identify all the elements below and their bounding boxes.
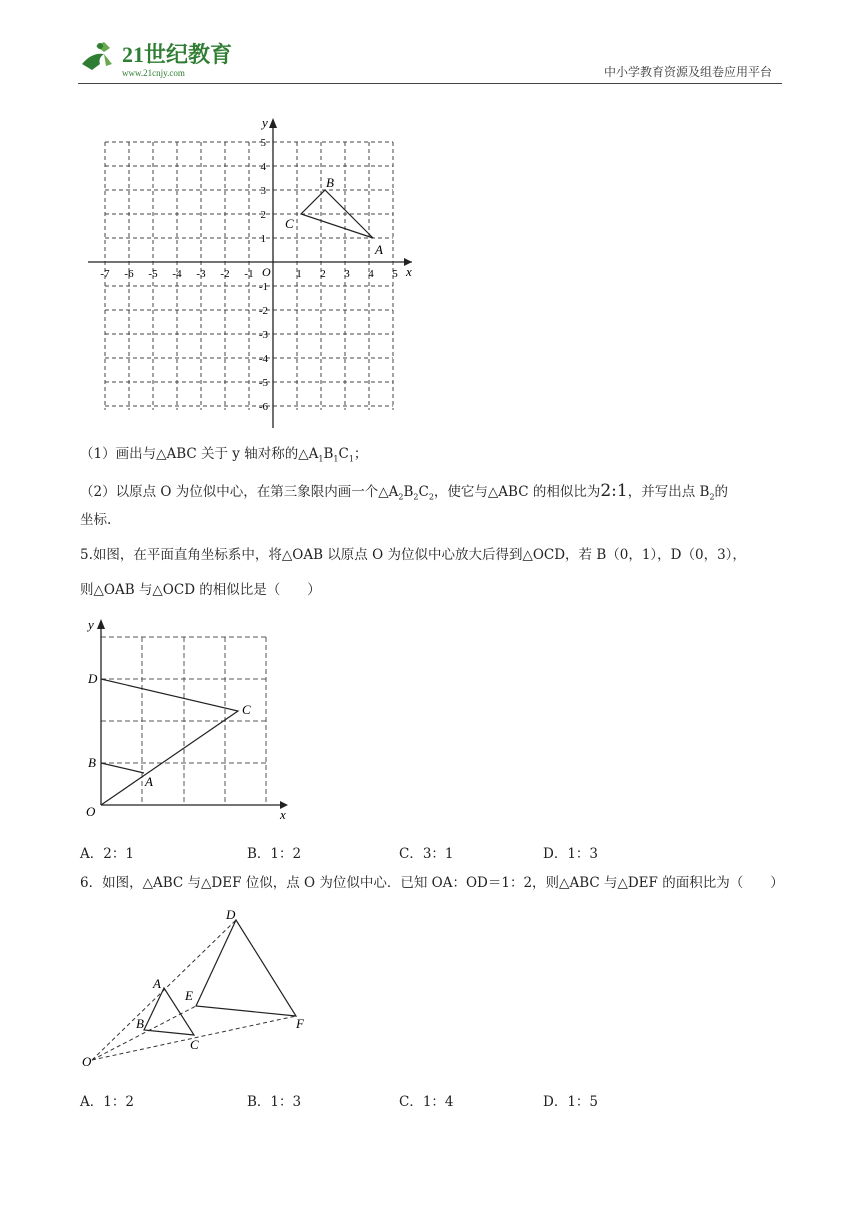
runner-icon [82, 42, 112, 70]
y-tick: -2 [258, 305, 268, 317]
site-logo [78, 38, 248, 80]
x-tick: -4 [172, 268, 182, 280]
triangle-ocd [101, 679, 238, 805]
similarity-ratio: 2:1 [600, 481, 628, 501]
q5-option-d[interactable]: D．1：3 [543, 846, 599, 862]
x-tick: -1 [244, 268, 254, 280]
x-tick: -5 [148, 268, 158, 280]
q6-point-e-label: E [185, 988, 193, 1003]
point-c-label: C [285, 216, 294, 231]
x-tick: 2 [320, 268, 326, 280]
x-tick: 4 [368, 268, 374, 280]
origin-label: O [262, 265, 271, 279]
x-tick-labels [100, 268, 398, 280]
y-tick: 2 [260, 209, 266, 221]
q5-origin-label: O [86, 804, 96, 819]
brand-name: 21世纪教育 [122, 42, 233, 67]
y-tick: -6 [258, 401, 268, 413]
brand-url: www.21cnjy.com [122, 68, 185, 78]
q5-point-d-label: D [88, 671, 98, 686]
question-5-figure [84, 615, 294, 825]
q6-point-b-label: B [136, 1016, 144, 1031]
q6-point-d-label: D [226, 907, 236, 922]
question-6-figure [78, 902, 318, 1072]
question-5-text: 5.如图，在平面直角坐标系中，将△OAB 以原点 O 为位似中心放大后得到△OCD，若 B（0，1），D（0，3）， [80, 547, 746, 563]
q5-grid-lines [101, 637, 266, 803]
question-6-text: 6．如图，△ABC 与△DEF 位似，点 O 为位似中心．已知 OA：OD＝1：2，则△ABC 与△DEF 的面积比为（ ） [80, 875, 784, 891]
q5-point-b-label: B [88, 755, 96, 770]
q5-axes [101, 623, 284, 805]
coordinate-grid-figure [88, 110, 428, 430]
q6-point-o-label: O [82, 1054, 92, 1069]
y-tick: -1 [258, 281, 268, 293]
platform-name: 中小学教育资源及组卷应用平台 [603, 65, 772, 79]
y-tick: 3 [260, 185, 266, 197]
triangle-oab [101, 763, 144, 773]
y-tick: -5 [258, 377, 268, 389]
x-tick: 1 [296, 268, 302, 280]
x-tick: -3 [196, 268, 206, 280]
q6-option-b[interactable]: B．1：3 [247, 1094, 302, 1110]
y-axis-arrow-icon [269, 118, 277, 128]
y-tick: -4 [258, 353, 268, 365]
q6-option-c[interactable]: C．1：4 [399, 1094, 454, 1110]
x-tick: 5 [392, 268, 398, 280]
y-tick: -3 [258, 329, 268, 341]
q5-point-a-label: A [145, 774, 153, 789]
q5-triangles [101, 679, 238, 805]
q5-y-label: y [88, 617, 94, 632]
q5-option-c[interactable]: C．3：1 [399, 846, 454, 862]
q6-point-a-label: A [153, 976, 161, 991]
point-b-label: B [326, 175, 334, 190]
q6-point-f-label: F [296, 1016, 304, 1031]
q5-x-label: x [280, 807, 286, 822]
y-tick: 4 [260, 161, 266, 173]
x-tick: 3 [344, 268, 350, 280]
q6-option-d[interactable]: D．1：5 [543, 1094, 599, 1110]
question-4-part-2: （2）以原点 O 为位似中心，在第三象限内画一个$\triangle A_2B_2C_2$，使它与△ABC 的相似比为2:1，并写出点 $B_2$的 [80, 481, 729, 502]
x-tick: -7 [100, 268, 110, 280]
q6-point-c-label: C [190, 1037, 199, 1052]
x-tick: -6 [124, 268, 134, 280]
q5-y-arrow-icon [97, 619, 105, 629]
question-4-part-1: （1）画出与△ABC 关于 y 轴对称的$\triangle A_1B_1C_1$； [80, 446, 368, 464]
y-tick: 5 [260, 137, 266, 149]
header-divider [78, 83, 782, 84]
q5-option-b[interactable]: B．1：2 [247, 846, 302, 862]
q6-option-a[interactable]: A．1：2 [80, 1094, 134, 1110]
question-5-text-cont: 则△OAB 与△OCD 的相似比是（ ） [80, 582, 321, 598]
point-a-label: A [375, 242, 383, 257]
triangle-def [196, 920, 296, 1016]
y-axis-label: y [262, 115, 268, 130]
q5-point-c-label: C [242, 702, 251, 717]
x-axis-label: x [406, 264, 412, 279]
x-tick: -2 [220, 268, 230, 280]
question-4-part-2-cont: 坐标. [80, 512, 112, 528]
q5-option-a[interactable]: A．2：1 [80, 846, 134, 862]
y-tick: 1 [260, 233, 266, 245]
